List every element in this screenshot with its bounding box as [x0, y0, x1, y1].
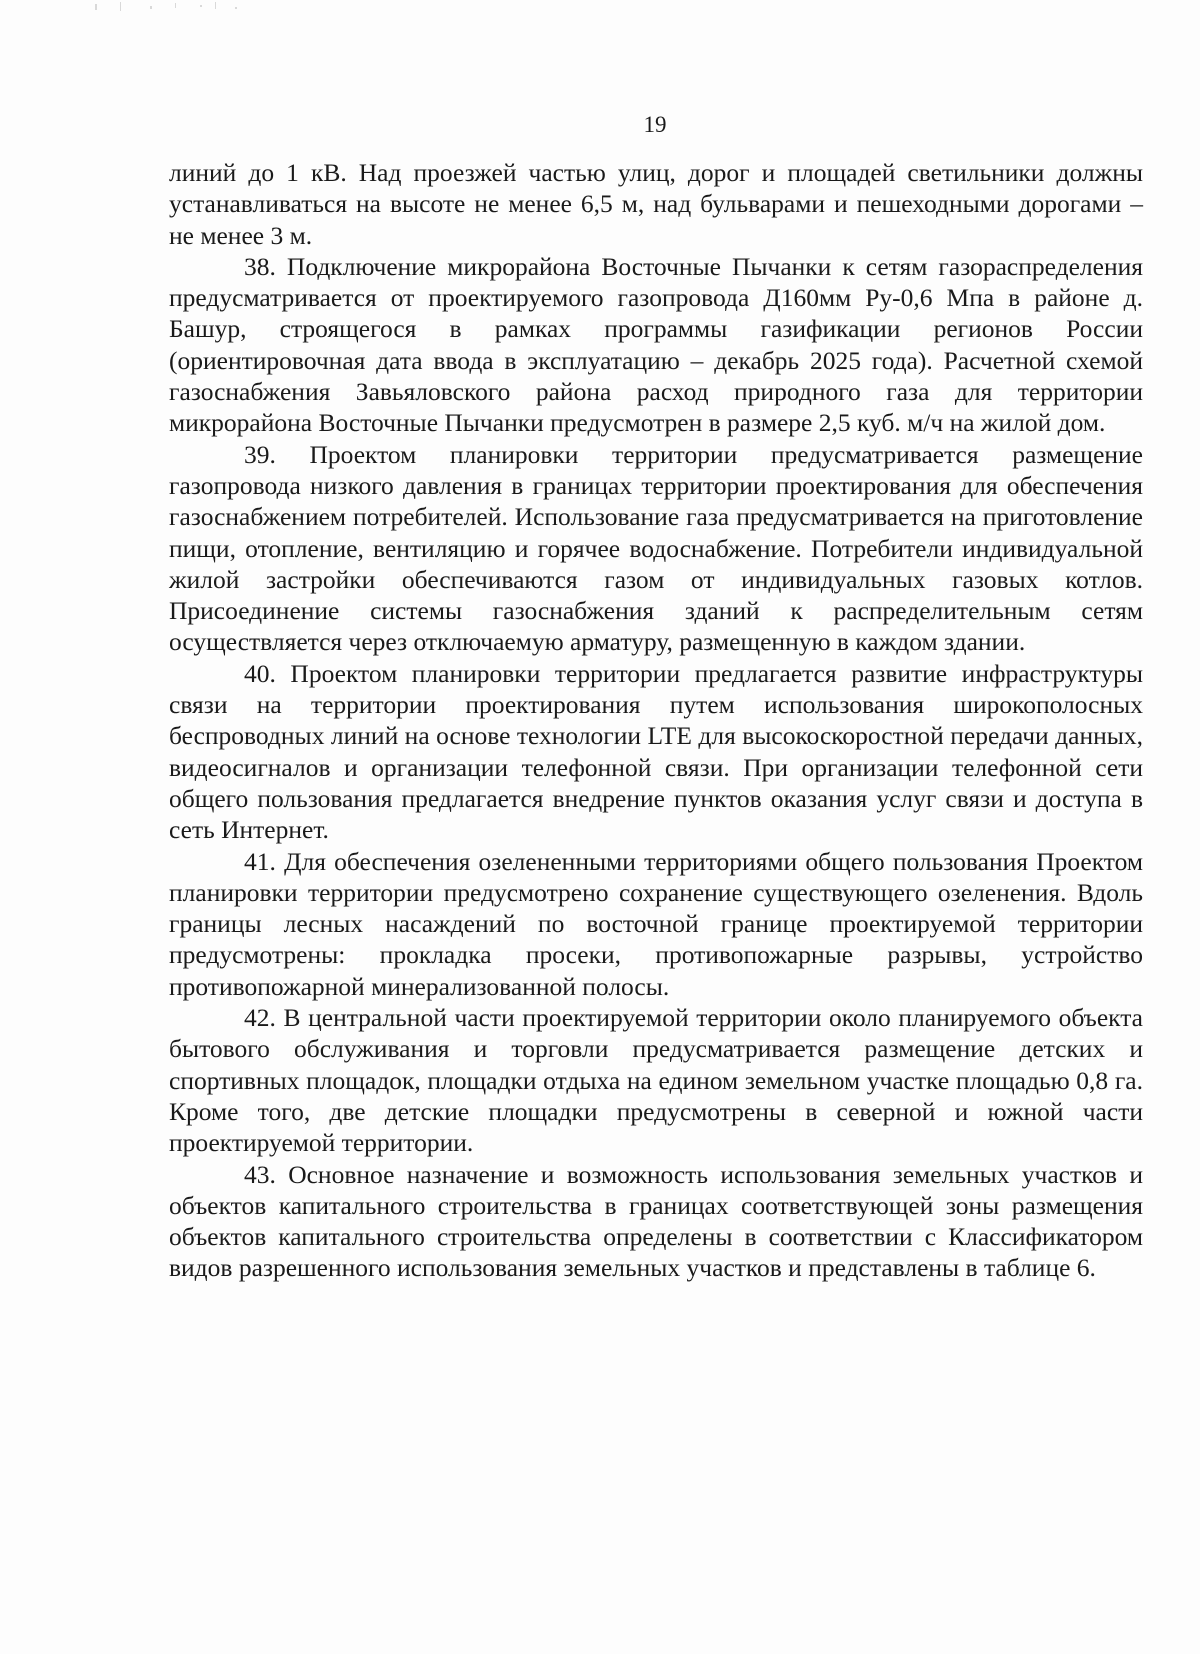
paragraph-39: 39. Проектом планировки территории предусматривается размещение газопровода низкого давления в границах территории проектирования для обеспечения газоснабжением потребителей. Использование газа предусматривается на приготовление пищи, отопление, вентиляцию и горячее водоснабжение. Потребители индивидуальной жилой застройки обеспечиваются газом от индивидуальных газовых котлов. Присоединение системы газоснабжения зданий к распределительным сетям осуществляется через отключаемую арматуру, размещенную в каждом здании.: [169, 439, 1143, 657]
document-body: [169, 157, 1143, 1284]
paragraph-42: 42. В центральной части проектируемой территории около планируемого объекта бытового обслуживания и торговли предусматривается размещение детских и спортивных площадок, площадки отдыха на едином земельном участке площадью 0,8 га. Кроме того, две детские площадки предусмотрены в северной и южной части проектируемой территории.: [169, 1003, 1143, 1158]
paragraph-continuation: линий до 1 кВ. Над проезжей частью улиц, дорог и площадей светильники должны устанавливаться на высоте не менее 6,5 м, над бульварами и пешеходными дорогами – не менее 3 м.: [169, 158, 1143, 250]
paragraph-41: 41. Для обеспечения озелененными территориями общего пользования Проектом планировки территории предусмотрено сохранение существующего озеленения. Вдоль границы лесных насаждений по восточной границе проектируемой территории предусмотрены: прокладка просеки, противопожарные разрывы, устройство противопожарной минерализованной полосы.: [169, 846, 1143, 1001]
paragraph-38: 38. Подключение микрорайона Восточные Пычанки к сетям газораспределения предусматривается от проектируемого газопровода Д160мм Ру-0,6 Мпа в районе д. Башур, строящегося в рамках программы газификации регионов России (ориентировочная дата ввода в эксплуатацию – декабрь 2025 года). Расчетной схемой газоснабжения Завьяловского района расход природного газа для территории микрорайона Восточные Пычанки предусмотрен в размере 2,5 куб. м/ч на жилой дом.: [169, 251, 1143, 438]
page-number: 19: [643, 112, 667, 137]
paragraph-40: 40. Проектом планировки территории предлагается развитие инфраструктуры связи на территории проектирования путем использования широкополосных беспроводных линий на основе технологии LTE для высокоскоростной передачи данных, видеосигналов и организации телефонной связи. При организации телефонной сети общего пользования предлагается внедрение пунктов оказания услуг связи и доступа в сеть Интернет.: [169, 658, 1143, 845]
paragraph-43: 43. Основное назначение и возможность использования земельных участков и объектов капитального строительства в границах соответствующей зоны размещения объектов капитального строительства определены в соответствии с Классификатором видов разрешенного использования земельных участков и представлены в таблице 6.: [169, 1159, 1143, 1283]
scan-artifact-specks: [0, 0, 300, 30]
